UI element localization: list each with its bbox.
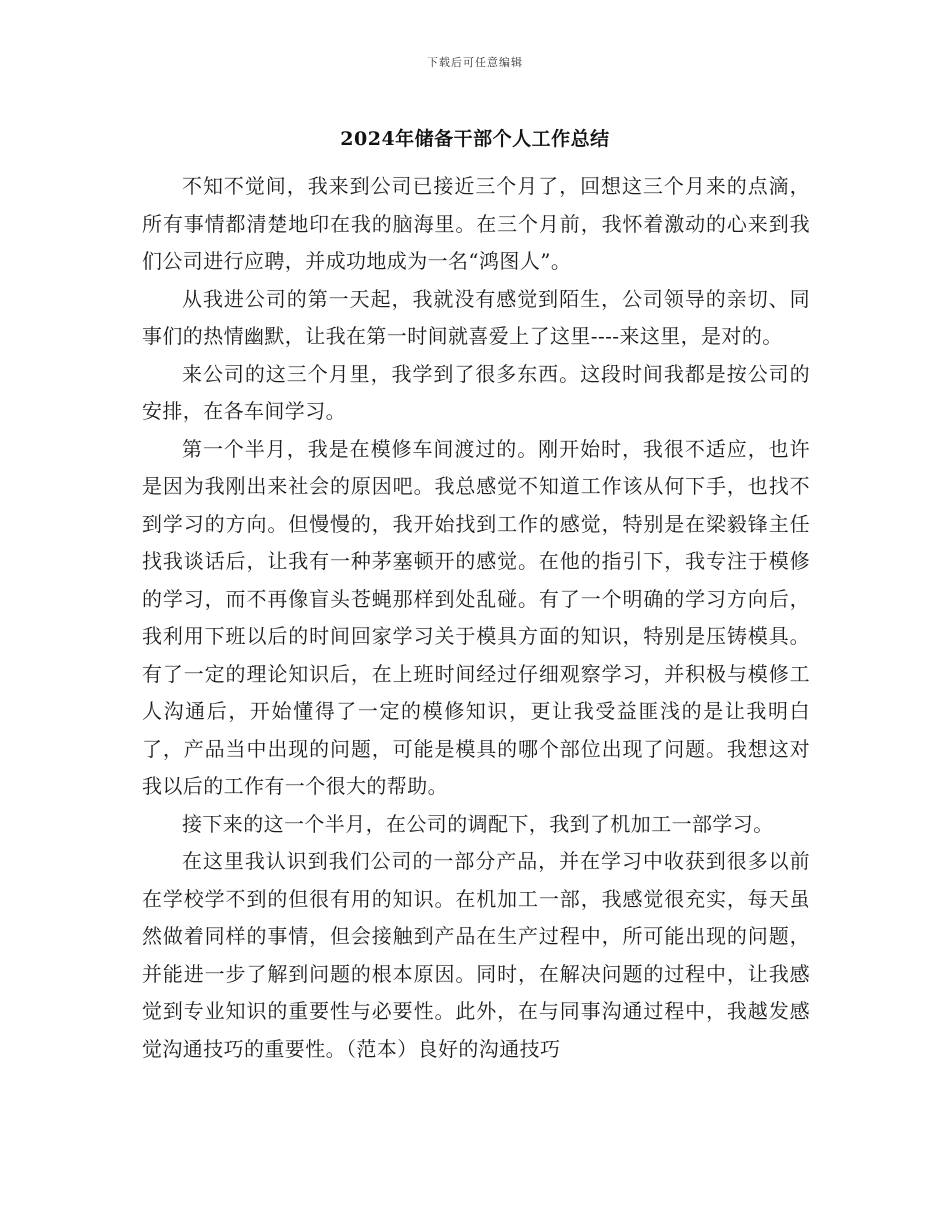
paragraph-3: 来公司的这三个月里，我学到了很多东西。这段时间我都是按公司的安排，在各车间学习。: [142, 361, 810, 423]
paragraph-4: 第一个半月，我是在模修车间渡过的。刚开始时，我很不适应，也许是因为我刚出来社会的原因吧。我总感觉不知道工作该从何下手，也找不到学习的方向。但慢慢的，我开始找到工作的感觉，特别是在梁毅锋主任找我谈话后，让我有一种茅塞顿开的感觉。在他的指引下，我专注于模修的学习，而不再像盲头苍蝇那样到处乱碰。有了一个明确的学习方向后，我利用下班以后的时间回家学习关于模具方面的知识，特别是压铸模具。有了一定的理论知识后，在上班时间经过仔细观察学习，并积极与模修工人沟通后，开始懂得了一定的模修知识，更让我受益匪浅的是让我明白了，产品当中出现的问题，可能是模具的哪个部位出现了问题。我想这对我以后的工作有一个很大的帮助。: [142, 436, 810, 798]
paragraph-6: 在这里我认识到我们公司的一部分产品，并在学习中收获到很多以前在学校学不到的但很有用的知识。在机加工一部，我感觉很充实，每天虽然做着同样的事情，但会接触到产品在生产过程中，所可能出现的问题，并能进一步了解到问题的根本原因。同时，在解决问题的过程中，让我感觉到专业知识的重要性与必要性。此外，在与同事沟通过程中，我越发感觉沟通技巧的重要性。（范本）良好的沟通技巧: [142, 849, 810, 1061]
paragraph-5: 接下来的这一个半月，在公司的调配下，我到了机加工一部学习。: [182, 811, 774, 836]
paragraph-2: 从我进公司的第一天起，我就没有感觉到陌生，公司领导的亲切、同事们的热情幽默，让我在第一时间就喜爱上了这里----来这里，是对的。: [142, 286, 810, 348]
document-title: 2024年储备干部个人工作总结: [340, 128, 610, 150]
document-body: [142, 168, 810, 1068]
paragraph-1: 不知不觉间，我来到公司已接近三个月了，回想这三个月来的点滴，所有事情都清楚地印在我的脑海里。在三个月前，我怀着激动的心来到我们公司进行应聘，并成功地成为一名“鸿图人”。: [142, 174, 810, 273]
page-header-note: 下载后可任意编辑: [427, 56, 523, 69]
